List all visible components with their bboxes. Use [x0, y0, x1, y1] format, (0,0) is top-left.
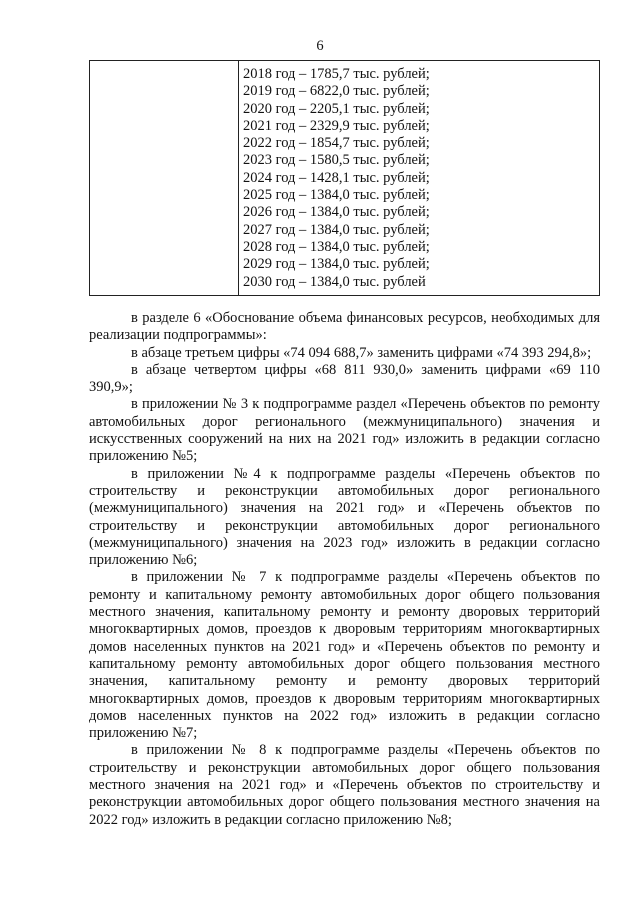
- funding-table-values-cell: [239, 61, 600, 296]
- paragraph-third-abzac: в абзаце третьем цифры «74 094 688,7» заменить цифрами «74 393 294,8»;: [131, 344, 592, 361]
- page-number: 6: [316, 38, 324, 54]
- paragraph-appendix-4: в приложении №4 к подпрограмме разделы «Перечень объектов по строительству и реконструкции автомобильных дорог регионального (межмуниципального) значения на 2021 год» и «Перечень объектов по строительству и реконструкции автомобильных дорог регионального (межмуниципального) значения на 2023 год» изложить в редакции согласно приложению №6;: [89, 465, 600, 569]
- funding-year-line: 2026 год – 1384,0 тыс. рублей;: [243, 204, 430, 221]
- funding-year-line: 2019 год – 6822,0 тыс. рублей;: [243, 83, 430, 100]
- funding-year-line: 2024 год – 1428,1 тыс. рублей;: [243, 169, 430, 186]
- funding-year-line: 2022 год – 1854,7 тыс. рублей;: [243, 135, 430, 152]
- funding-year-line: 2030 год – 1384,0 тыс. рублей: [243, 273, 426, 290]
- paragraph-appendix-7: в приложении № 7 к подпрограмме разделы «Перечень объектов по ремонту и капитальному ремонту автомобильных дорог общего пользования местного значения, капитальному ремонту и ремонту дворовых территорий многоквартирных домов, проездов к дворовым территориям многоквартирных домов населенных пунктов на 2021 год» и «Перечень объектов по ремонту и капитальному ремонту автомобильных дорог общего пользования местного значения, капитальному ремонту и ремонту дворовых территорий многоквартирных домов, проездов к дворовым территориям многоквартирных домов населенных пунктов на 2022 год» изложить в редакции согласно приложению №7;: [89, 569, 600, 742]
- funding-year-line: 2021 год – 2329,9 тыс. рублей;: [243, 117, 430, 134]
- funding-year-line: 2020 год – 2205,1 тыс. рублей;: [243, 100, 430, 117]
- funding-table-empty-cell: [90, 61, 239, 296]
- funding-year-line: 2018 год – 1785,7 тыс. рублей;: [243, 66, 430, 82]
- funding-table: [89, 60, 600, 296]
- funding-year-line: 2028 год – 1384,0 тыс. рублей;: [243, 238, 430, 255]
- funding-year-line: 2025 год – 1384,0 тыс. рублей;: [243, 187, 430, 204]
- funding-year-line: 2027 год – 1384,0 тыс. рублей;: [243, 221, 430, 238]
- funding-year-line: 2023 год – 1580,5 тыс. рублей;: [243, 152, 430, 169]
- paragraph-section-6: в разделе 6 «Обоснование объема финансовых ресурсов, необходимых для реализации подпрограммы»:: [89, 310, 600, 344]
- paragraph-appendix-8: в приложении № 8 к подпрограмме разделы «Перечень объектов по строительству и реконструкции автомобильных дорог общего пользования местного значения на 2021 год» и «Перечень объектов по строительству и реконструкции автомобильных дорог общего пользования местного значения на 2022 год» изложить в редакции согласно приложению №8;: [89, 742, 600, 828]
- funding-year-list: [239, 61, 599, 291]
- funding-year-line: 2029 год – 1384,0 тыс. рублей;: [243, 256, 430, 273]
- document-body: [89, 310, 600, 829]
- paragraph-appendix-3: в приложении № 3 к подпрограмме раздел «Перечень объектов по ремонту автомобильных дорог регионального (межмуниципального) значения и искусственных сооружений на них на 2021 год» изложить в редакции согласно приложению №5;: [89, 396, 600, 465]
- paragraph-fourth-abzac: в абзаце четвертом цифры «68 811 930,0» заменить цифрами «69 110 390,9»;: [89, 361, 600, 396]
